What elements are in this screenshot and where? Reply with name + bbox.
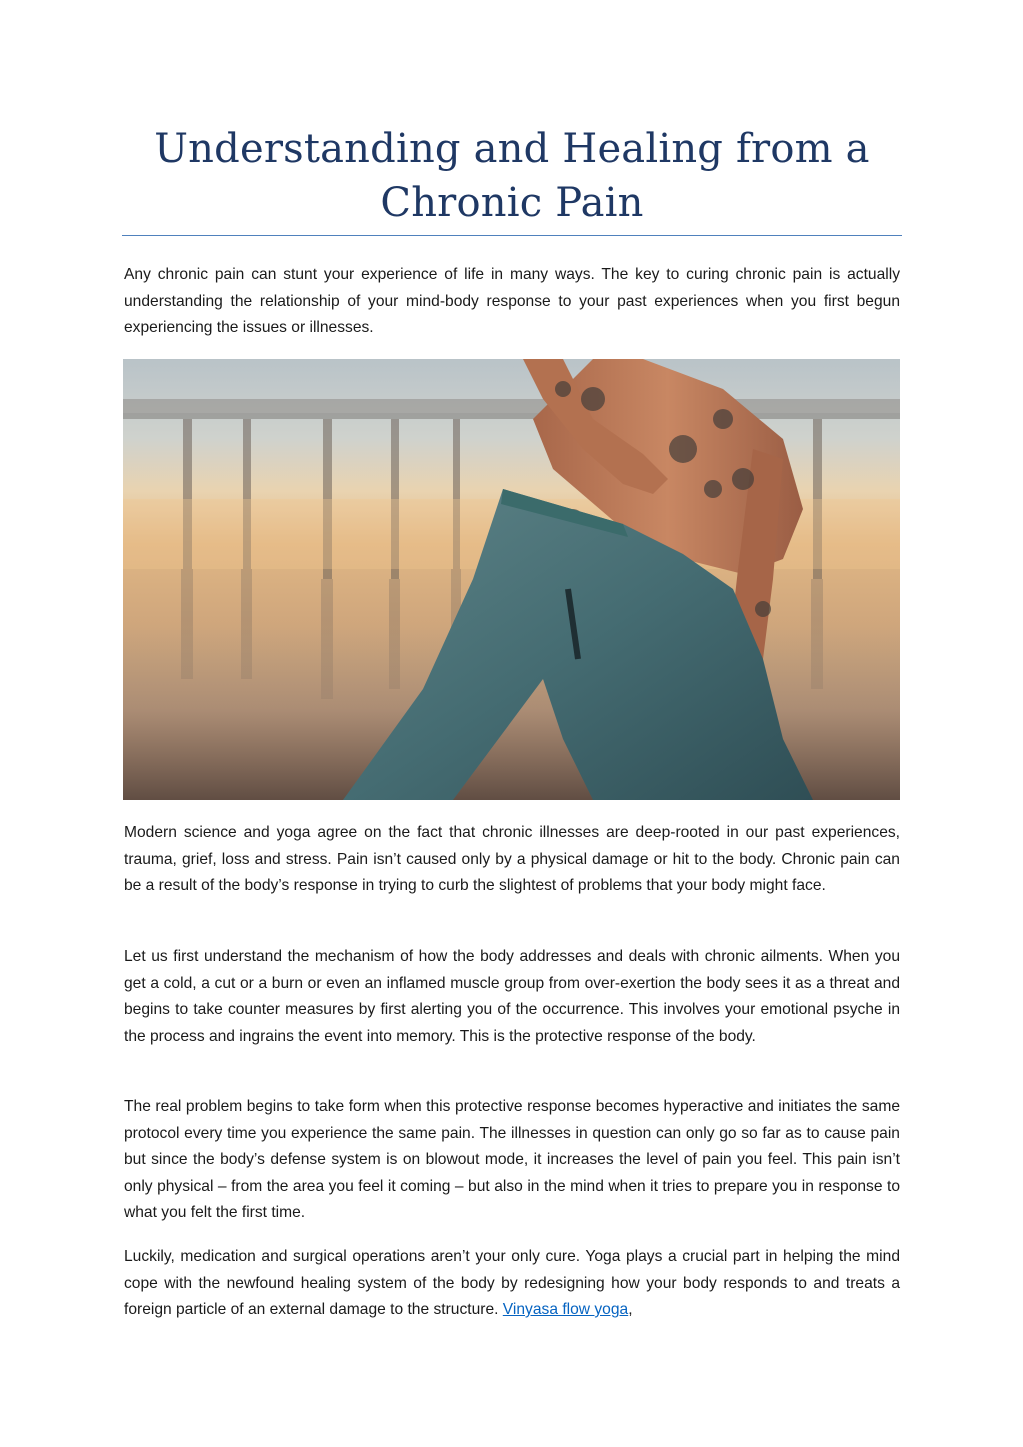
title-divider xyxy=(122,235,902,236)
yoga-photo-illustration xyxy=(123,359,900,800)
last-paragraph-text: Luckily, medication and surgical operations aren’t your only cure. Yoga plays a crucial part in helping the mind cope with the newfound healing system of the body by redesigning how your body responds to and treats a foreign particle of an external damage to the structure. xyxy=(124,1248,900,1318)
body-paragraph: The real problem begins to take form when this protective response becomes hyperactive and initiates the same protocol every time you experience the same pain. The illnesses in question can only go so far as to cause pain but since the body’s defense system is on blowout mode, it increases the level of pain you feel. This pain isn’t only physical – from the area you feel it coming – but also in the mind when it tries to prepare you in response to what you felt the first time. xyxy=(124,1098,900,1221)
vinyasa-flow-yoga-link[interactable]: Vinyasa flow yoga xyxy=(502,1301,629,1318)
yoga-photo xyxy=(123,359,900,800)
page-title: Understanding and Healing from a Chronic Pain xyxy=(154,126,870,226)
body-paragraph-last xyxy=(124,1244,900,1324)
body-paragraph: Let us first understand the mechanism of how the body addresses and deals with chronic ailments. When you get a cold, a cut or a burn or even an inflamed muscle group from over-exertion the body sees it as a threat and begins to take counter measures by first alerting you of the occurrence. This involves your emotional psyche in the process and ingrains the event into memory. This is the protective response of the body. xyxy=(124,948,900,1045)
body-paragraph: Modern science and yoga agree on the fact that chronic illnesses are deep-rooted in our past experiences, trauma, grief, loss and stress. Pain isn’t caused only by a physical damage or hit to the body. Chronic pain can be a result of the body’s response in trying to curb the slightest of problems that your body might face. xyxy=(124,824,900,894)
last-paragraph-trailing: , xyxy=(628,1301,633,1318)
intro-paragraph: Any chronic pain can stunt your experience of life in many ways. The key to curing chronic pain is actually understanding the relationship of your mind-body response to your past experiences when you first begun experiencing the issues or illnesses. xyxy=(124,266,900,336)
